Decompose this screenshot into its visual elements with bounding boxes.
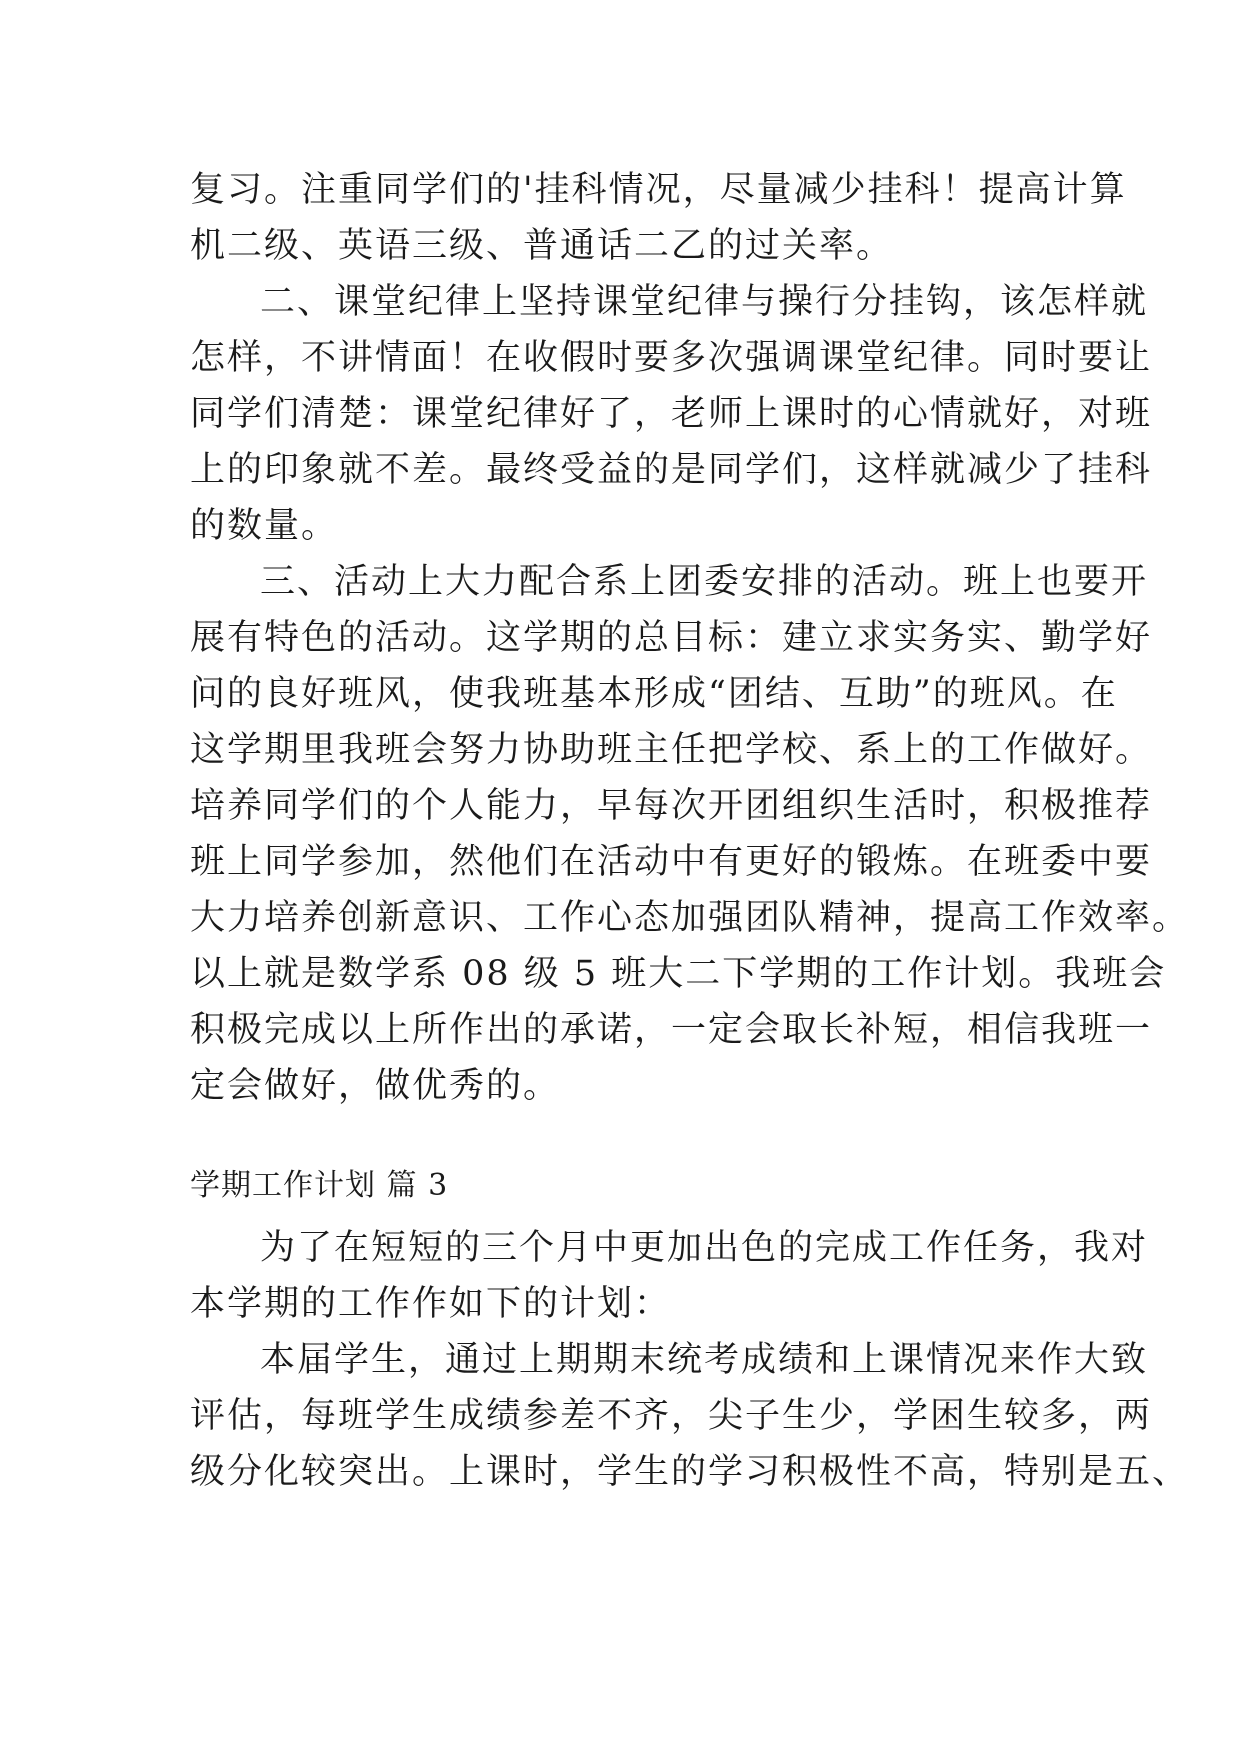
text-line: 问的良好班风，使我班基本形成“团结、互助”的班风。在 — [190, 674, 1118, 714]
paragraph-start-line: 三、活动上大力配合系上团委安排的活动。班上也要开 — [260, 562, 1149, 602]
text-line: 本学期的工作作如下的计划： — [190, 1284, 672, 1324]
text-line: 复习。注重同学们的'挂科情况，尽量减少挂科！提高计算 — [190, 170, 1127, 210]
paragraph-start-line: 为了在短短的三个月中更加出色的完成工作任务，我对 — [260, 1228, 1149, 1268]
text-line: 的数量。 — [190, 506, 339, 546]
text-line: 积极完成以上所作出的承诺，一定会取长补短，相信我班一 — [190, 1010, 1153, 1050]
text-line: 培养同学们的个人能力，早每次开团组织生活时，积极推荐 — [190, 786, 1153, 826]
section-heading: 学期工作计划 篇 3 — [190, 1168, 449, 1203]
text-line: 级分化较突出。上课时，学生的学习积极性不高，特别是五、 — [190, 1452, 1190, 1492]
text-line: 评估，每班学生成绩参差不齐，尖子生少，学困生较多，两 — [190, 1396, 1153, 1436]
text-line: 怎样，不讲情面！在收假时要多次强调课堂纪律。同时要让 — [190, 338, 1153, 378]
text-line: 展有特色的活动。这学期的总目标：建立求实务实、勤学好 — [190, 618, 1153, 658]
text-line: 机二级、英语三级、普通话二乙的过关率。 — [190, 226, 894, 266]
text-line: 上的印象就不差。最终受益的是同学们，这样就减少了挂科 — [190, 450, 1153, 490]
text-line: 同学们清楚：课堂纪律好了，老师上课时的心情就好，对班 — [190, 394, 1153, 434]
text-line: 这学期里我班会努力协助班主任把学校、系上的工作做好。 — [190, 730, 1153, 770]
text-line: 定会做好，做优秀的。 — [190, 1066, 561, 1106]
text-line: 班上同学参加，然他们在活动中有更好的锻炼。在班委中要 — [190, 842, 1153, 882]
paragraph-start-line: 二、课堂纪律上坚持课堂纪律与操行分挂钩，该怎样就 — [260, 282, 1149, 322]
text-line: 以上就是数学系 08 级 5 班大二下学期的工作计划。我班会 — [190, 954, 1167, 994]
paragraph-start-line: 本届学生，通过上期期末统考成绩和上课情况来作大致 — [260, 1340, 1149, 1380]
text-line: 大力培养创新意识、工作心态加强团队精神，提高工作效率。 — [190, 898, 1190, 938]
